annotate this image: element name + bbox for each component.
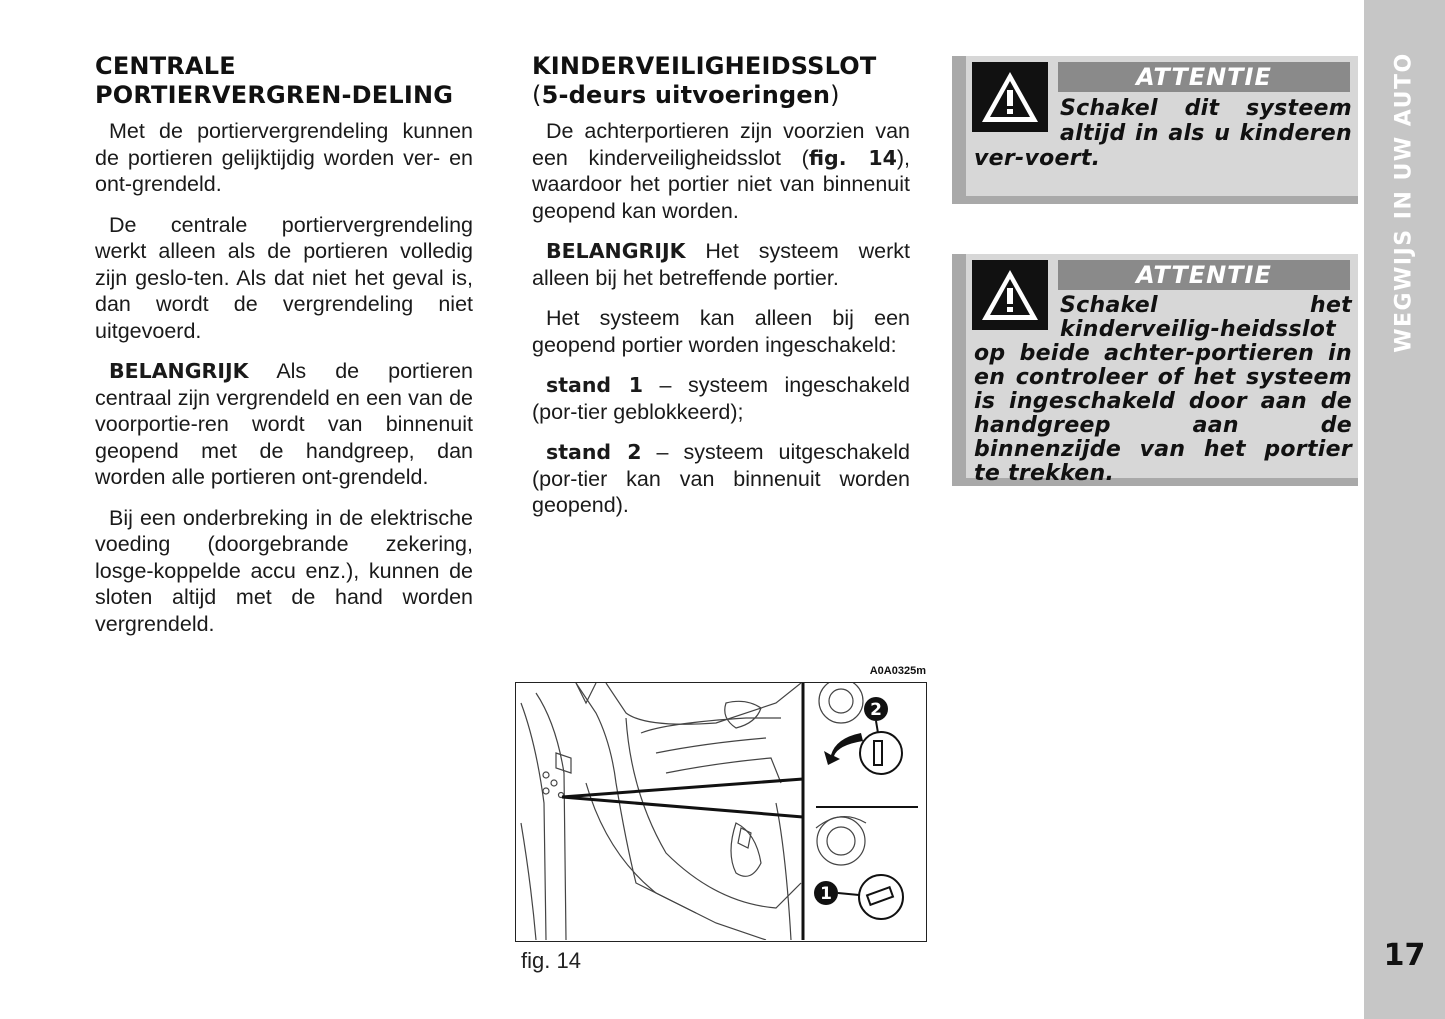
warning-text: Schakel het kinderveilig-heidsslot op beide achter-portieren in en controleer of het systeem is ingeschakeld door aan de handgreep aan de binnenzijde van het portier te trekken. bbox=[974, 293, 1352, 486]
left-column bbox=[95, 52, 473, 651]
position-2-paragraph bbox=[532, 439, 910, 519]
side-tab-title-text: WEGWIJS IN UW AUTO bbox=[1392, 51, 1417, 353]
figure-child-lock-illustration bbox=[515, 682, 927, 942]
door-drawing bbox=[516, 683, 925, 940]
figure-reference: fig. 14 bbox=[808, 145, 897, 170]
paragraph-text: De achterportieren zijn voorzien van een kinderveiligheidsslot ( bbox=[532, 119, 910, 170]
paragraph-text: – systeem ingeschakeld (por-tier geblokkeerd); bbox=[532, 373, 910, 424]
warning-box bbox=[952, 254, 1358, 486]
warning-title: ATTENTIE bbox=[1058, 260, 1350, 290]
paragraph: Bij een onderbreking in de elektrische voeding (doorgebrande zekering, losge-koppelde accu enz.), kunnen de sloten altijd met de hand worden vergrendeld. bbox=[95, 505, 473, 636]
paragraph-important bbox=[532, 238, 910, 291]
paragraph: De centrale portiervergrendeling werkt alleen als de portieren volledig zijn geslo-ten. Als dat niet het geval is, dan wordt de vergrendeling niet uitgevoerd. bbox=[95, 212, 473, 343]
important-label: BELANGRIJK bbox=[546, 239, 686, 263]
warning-title: ATTENTIE bbox=[1058, 62, 1350, 92]
section-heading-child-lock bbox=[532, 52, 910, 110]
middle-column bbox=[532, 52, 910, 533]
warning-box bbox=[952, 56, 1358, 204]
paragraph bbox=[532, 118, 910, 224]
position-2-label: stand 2 bbox=[546, 440, 642, 464]
paragraph-important bbox=[95, 358, 473, 491]
important-label: BELANGRIJK bbox=[109, 359, 249, 383]
warning-text: Schakel dit systeem altijd in als u kinderen ver-voert. bbox=[974, 96, 1352, 171]
callout-1: 1 bbox=[820, 884, 832, 904]
heading-main: KINDERVEILIGHEIDSSLOT bbox=[532, 52, 877, 80]
position-1-paragraph bbox=[532, 372, 910, 425]
heading-sub: 5-deurs uitvoeringen bbox=[541, 81, 831, 109]
heading-paren-open: ( bbox=[532, 81, 542, 109]
paragraph: Met de portiervergrendeling kunnen de portieren gelijktijdig worden ver- en ont-grendeld. bbox=[95, 119, 473, 196]
callout-2: 2 bbox=[870, 700, 882, 720]
figure-code: A0A0325m bbox=[869, 665, 926, 677]
paragraph: Het systeem kan alleen bij een geopend portier worden ingeschakeld: bbox=[532, 306, 910, 357]
side-tab-title bbox=[1364, 52, 1445, 352]
paragraph-text: Het systeem werkt alleen bij het betreffende portier. bbox=[532, 239, 910, 290]
position-1-label: stand 1 bbox=[546, 373, 644, 397]
paragraph-text: – systeem uitgeschakeld (por-tier kan van binnenuit worden geopend). bbox=[532, 440, 910, 517]
paragraph-text: ), waardoor het portier niet van binnenuit geopend kan worden. bbox=[532, 145, 911, 223]
paragraph-text: Als de portieren centraal zijn vergrendeld en een van de voorportie-ren wordt van binnenuit geopend met de handgreep, dan worden alle portieren ont-grendeld. bbox=[95, 359, 473, 489]
page-number: 17 bbox=[1383, 938, 1426, 973]
heading-paren-close: ) bbox=[830, 81, 840, 109]
figure-caption: fig. 14 bbox=[521, 948, 581, 973]
section-heading-central-locking: CENTRALE PORTIERVERGREN-DELING bbox=[95, 52, 454, 109]
